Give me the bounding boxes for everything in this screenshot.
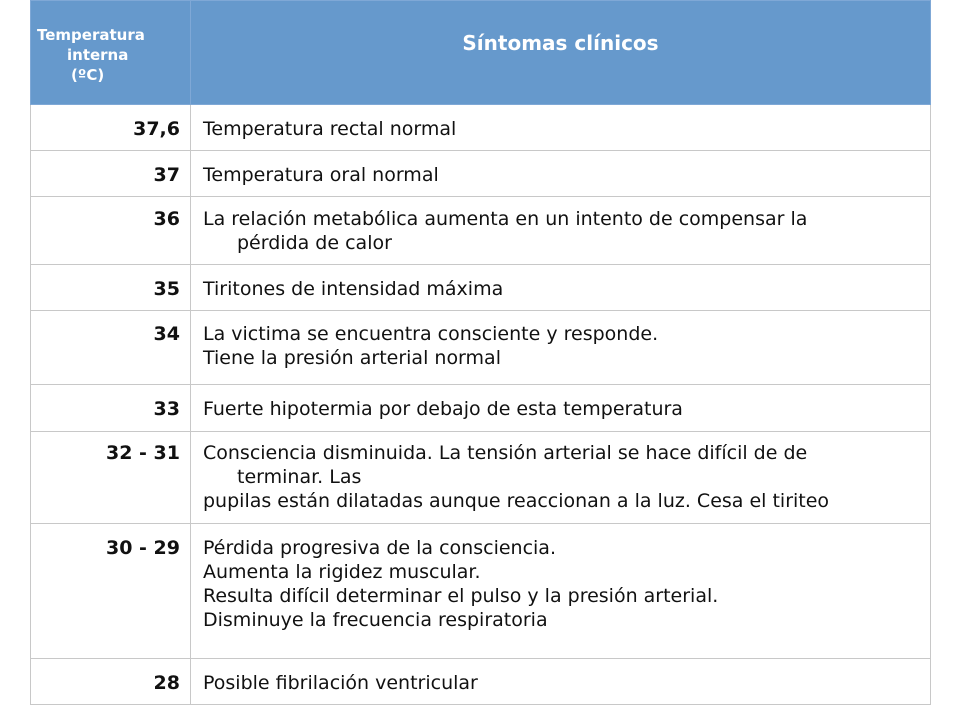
symptom-line: Pérdida progresiva de la consciencia. (203, 537, 556, 559)
symptom-cell (191, 659, 931, 705)
table-row (31, 197, 931, 265)
symptom-cell (191, 197, 931, 265)
symptom-line: Resulta difícil determinar el pulso y la presión arterial. (203, 585, 719, 607)
temperature-cell: 36 (31, 197, 191, 265)
symptom-cell (191, 432, 931, 524)
hypothermia-table (30, 0, 931, 705)
symptom-line: Posible fibrilación ventricular (203, 672, 478, 694)
symptom-cell (191, 265, 931, 311)
header-row (31, 1, 931, 105)
symptom-line: La victima se encuentra consciente y responde. (203, 323, 659, 345)
table-row (31, 659, 931, 705)
temperature-cell: 34 (31, 311, 191, 385)
temperature-cell: 37,6 (31, 105, 191, 151)
table-row (31, 151, 931, 197)
symptom-line: Tiritones de intensidad máxima (203, 278, 504, 300)
hypothermia-table-container (30, 0, 930, 705)
temperature-cell: 35 (31, 265, 191, 311)
header-temperature-line2: interna (67, 46, 129, 64)
symptom-line: terminar. Las (237, 466, 362, 488)
symptom-line: pérdida de calor (237, 232, 392, 254)
header-temperature (31, 1, 191, 105)
table-row (31, 385, 931, 432)
symptom-cell (191, 524, 931, 659)
temperature-cell: 32 - 31 (31, 432, 191, 524)
table-row (31, 311, 931, 385)
symptom-line: Fuerte hipotermia por debajo de esta temperatura (203, 398, 683, 420)
header-symptoms: Síntomas clínicos (191, 1, 931, 105)
header-temperature-line3: (ºC) (71, 66, 105, 84)
symptom-cell (191, 311, 931, 385)
temperature-cell: 37 (31, 151, 191, 197)
symptom-cell (191, 385, 931, 432)
symptom-line: Consciencia disminuida. La tensión arterial se hace difícil de de (203, 442, 808, 464)
symptom-line: Aumenta la rigidez muscular. (203, 561, 481, 583)
symptom-line: pupilas están dilatadas aunque reaccionan a la luz. Cesa el tiriteo (203, 490, 830, 512)
symptom-line: Tiene la presión arterial normal (203, 347, 501, 369)
temperature-cell: 28 (31, 659, 191, 705)
symptom-line: Temperatura rectal normal (203, 118, 457, 140)
table-row (31, 524, 931, 659)
header-temperature-line1: Temperatura (37, 26, 145, 44)
symptom-cell (191, 105, 931, 151)
symptom-cell (191, 151, 931, 197)
symptom-line: Disminuye la frecuencia respiratoria (203, 609, 548, 631)
symptom-line: La relación metabólica aumenta en un intento de compensar la (203, 208, 808, 230)
symptom-line: Temperatura oral normal (203, 164, 439, 186)
temperature-cell: 30 - 29 (31, 524, 191, 659)
temperature-cell: 33 (31, 385, 191, 432)
table-row (31, 265, 931, 311)
table-row (31, 105, 931, 151)
table-row (31, 432, 931, 524)
